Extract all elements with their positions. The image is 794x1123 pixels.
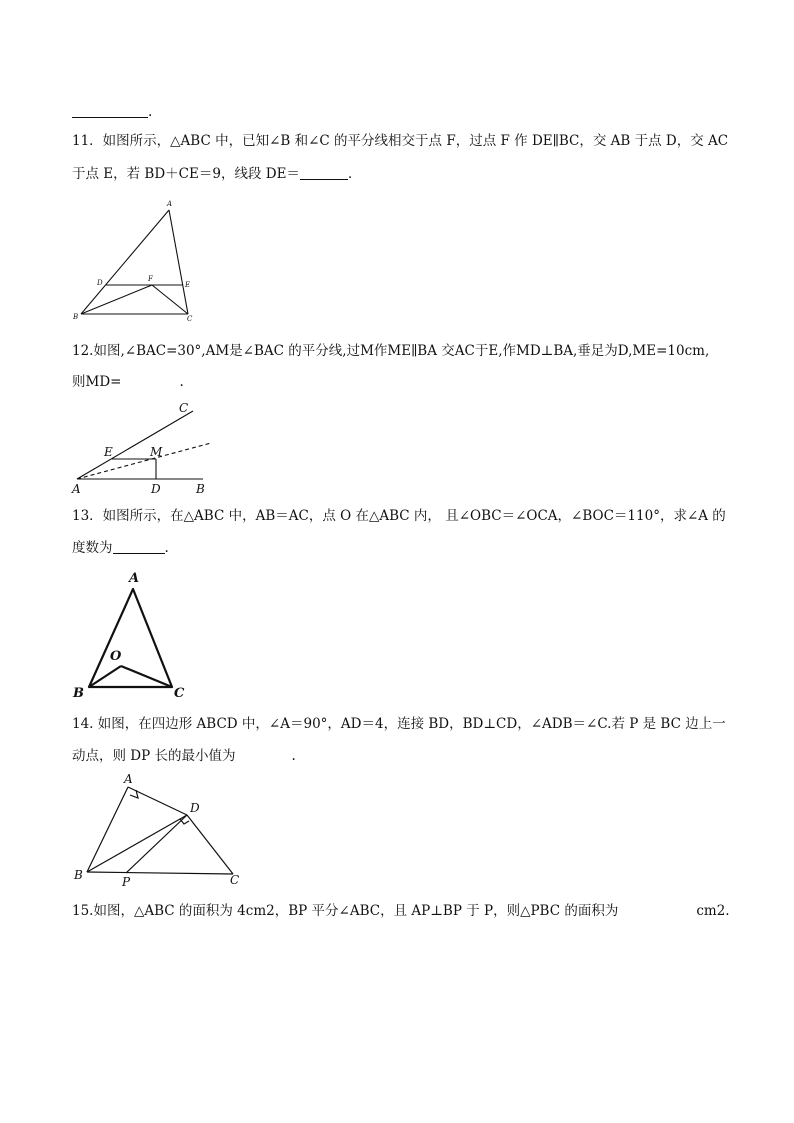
q14-label-D: D <box>190 801 200 815</box>
q11-label-F: F <box>148 275 153 283</box>
q13-label-C: C <box>174 686 185 701</box>
q12-label-C: C <box>179 401 189 415</box>
q12-text-line1: 12.如图,∠BAC=30°,AM是∠BAC 的平分线,过M作ME∥BA 交AC于E,作MD⊥BA,垂足为D,ME=10cm, <box>72 343 710 359</box>
q13-label-B: B <box>73 686 84 701</box>
q13-label-A: A <box>129 571 140 586</box>
previous-answer-line: . <box>72 102 152 122</box>
q11-label-A: A <box>167 200 173 208</box>
q14-label-A: A <box>124 772 133 786</box>
q12-text-line2: 则MD= . <box>72 374 184 390</box>
q13-text-line2: 度数为 . <box>72 540 169 556</box>
q11-label-D: D <box>97 279 103 287</box>
q14-text-line2: 动点，则 DP 长的最小值为 . <box>72 748 296 764</box>
q14-label-B: B <box>74 868 83 882</box>
q12-label-D: D <box>151 482 161 496</box>
q11-label-B: B <box>73 313 79 321</box>
q11-text-line2: 于点 E，若 BD＋CE＝9，线段 DE＝ ． <box>72 166 362 182</box>
q11-label-E: E <box>185 281 191 289</box>
q12-label-M: M <box>150 445 163 459</box>
q12-label-A: A <box>72 482 81 496</box>
q13-text-line1: 13．如图所示，在△ABC 中，AB＝AC，点 O 在△ABC 内， 且∠OBC＝∠OCA，∠BOC＝110°，求∠A 的 <box>72 508 726 524</box>
q11-text-line1: 11．如图所示，△ABC 中，已知∠B 和∠C 的平分线相交于点 F，过点 F 作 DE∥BC，交 AB 于点 D，交 AC <box>72 133 729 149</box>
q12-label-E: E <box>104 445 113 459</box>
q14-label-P: P <box>122 875 131 889</box>
q12-label-B: B <box>196 482 205 496</box>
q15-text-line1: 15.如图，△ABC 的面积为 4cm2，BP 平分∠ABC，且 AP⊥BP 于 P，则△PBC 的面积为 cm2. <box>72 903 730 919</box>
q13-label-O: O <box>110 649 122 664</box>
q14-text-line1: 14. 如图，在四边形 ABCD 中，∠A＝90°，AD＝4，连接 BD，BD⊥CD，∠ADB＝∠C.若 P 是 BC 边上一 <box>72 716 726 732</box>
q14-label-C: C <box>230 873 240 887</box>
q11-label-C: C <box>187 315 193 323</box>
